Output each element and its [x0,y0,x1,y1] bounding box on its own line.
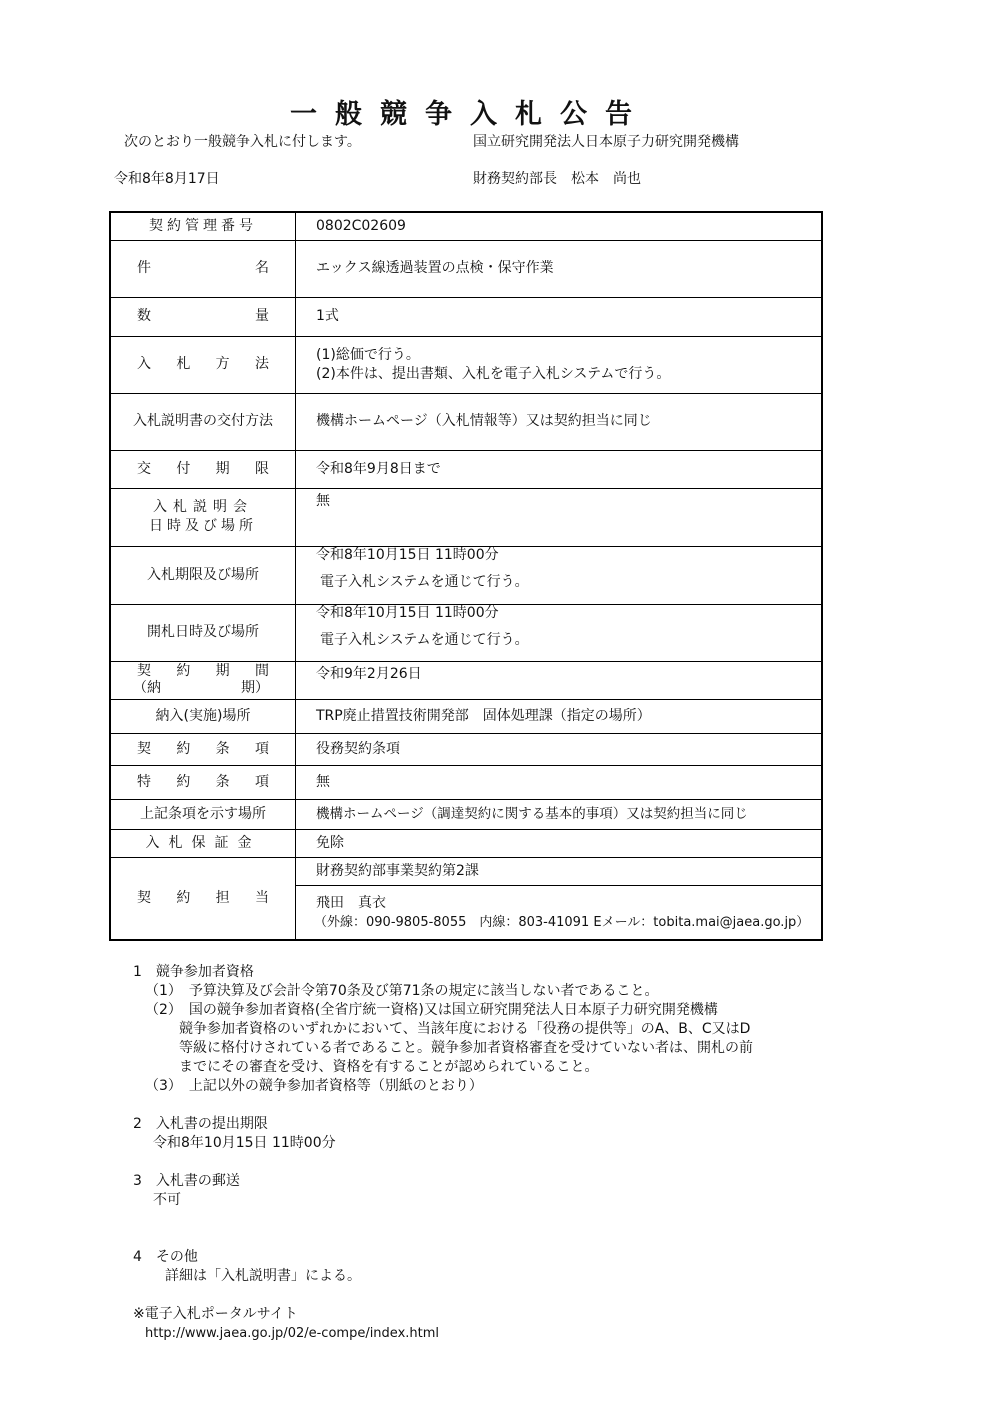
bid-method-line1: (1)総価で行う。 [316,346,420,363]
terms-label: 契 約 条 項 [110,733,296,765]
note-1-item-3: （3） 上記以外の競争参加者資格等（別紙のとおり） [145,1078,483,1094]
note-1-item-2-cont: 競争参加者資格のいずれかにおいて、当該年度における「役務の提供等」のA、B、C又はD [179,1021,751,1037]
contact-phone-email: （外線：090-9805-8055 内線：803-41091 Eメール：tobita.mai@jaea.go.jp） [314,914,810,930]
table-row [110,546,822,604]
table-row [110,857,822,940]
notes-section [133,963,753,1343]
bid-method-line2: (2)本件は、提出書類、入札を電子入札システムで行う。 [316,365,671,382]
intro-text: 次のとおり一般競争入札に付します。 [124,134,361,150]
note-2-body: 令和8年10月15日 11時00分 [153,1135,336,1151]
table-row [110,212,822,240]
note-1-item-2-cont: 等級に格付けされている者であること。競争参加者資格審査を受けていない者は、開札の前 [179,1040,753,1056]
table-row [110,699,822,733]
special-terms-label: 特 約 条 項 [110,765,296,799]
terms-place-label: 上記条項を示す場所 [110,799,296,829]
table-row [110,450,822,488]
deposit-value: 免除 [296,829,823,857]
briefing-label: 入札説明会 日時及び場所 [110,488,296,546]
place-value: TRP廃止措置技術開発部 固体処理課（指定の場所） [296,699,823,733]
table-row [110,336,822,393]
deposit-label: 入札保証金 [110,829,296,857]
note-1-item-2: （2） 国の競争参加者資格(全省庁統一資格)又は国立研究開発法人日本原子力研究開発機構 [145,1002,718,1018]
table-row [110,297,822,336]
quantity-label: 数 量 [110,297,296,336]
bid-deadline-value: 令和8年10月15日 11時00分 電子入札システムを通じて行う。 [296,546,823,604]
table-row [110,799,822,829]
note-1-item-1: （1） 予算決算及び会計令第70条及び第71条の規定に該当しない者であること。 [145,983,659,999]
table-row [110,765,822,799]
portal-url-link[interactable]: http://www.jaea.go.jp/02/e-compe/index.html [145,1326,440,1341]
note-3-body: 不可 [153,1192,181,1208]
bid-method-value [296,336,823,393]
table-row [110,393,822,450]
organization-name: 国立研究開発法人日本原子力研究開発機構 [473,134,739,150]
note-3-title: 3 入札書の郵送 [133,1173,240,1189]
signer-name: 財務契約部長 松本 尚也 [473,171,641,187]
contract-period-label: 契 約 期 間 （納 期） [110,661,296,699]
contract-period-value: 令和9年2月26日 [296,661,823,699]
contact-label: 契 約 担 当 [110,857,296,940]
opening-value: 令和8年10月15日 11時00分 電子入札システムを通じて行う。 [296,604,823,661]
contract-info-table [109,211,823,941]
contract-no-value: 0802C02609 [296,212,823,240]
table-row [110,733,822,765]
contact-value [296,857,823,940]
item-label: 件 名 [110,240,296,297]
delivery-period-value: 令和8年9月8日まで [296,450,823,488]
opening-label: 開札日時及び場所 [110,604,296,661]
note-1-item-2-cont: までにその審査を受け、資格を有することが認められていること。 [179,1059,599,1075]
contact-name: 飛田 真衣 [316,894,386,911]
page-title: 一般競争入札公告 [290,99,650,130]
doc-delivery-value: 機構ホームページ（入札情報等）又は契約担当に同じ [296,393,823,450]
table-row [110,240,822,297]
item-value: エックス線透過装置の点検・保守作業 [296,240,823,297]
contract-no-label: 契約管理番号 [110,212,296,240]
table-row [110,661,822,699]
table-row [110,604,822,661]
table-row [110,488,822,546]
contact-dept: 財務契約部事業契約第2課 [316,862,479,879]
special-terms-value: 無 [296,765,823,799]
note-1-title: 1 競争参加者資格 [133,964,254,980]
note-4-body: 詳細は「入札説明書」による。 [165,1268,361,1284]
bid-method-label: 入 札 方 法 [110,336,296,393]
place-label: 納入(実施)場所 [110,699,296,733]
quantity-value: 1式 [296,297,823,336]
note-2-title: 2 入札書の提出期限 [133,1116,268,1132]
briefing-value: 無 [296,488,823,546]
delivery-period-label: 交 付 期 限 [110,450,296,488]
doc-delivery-label: 入札説明書の交付方法 [110,393,296,450]
terms-place-value: 機構ホームページ（調達契約に関する基本的事項）又は契約担当に同じ [296,799,823,829]
note-4-title: 4 その他 [133,1249,198,1265]
terms-value: 役務契約条項 [296,733,823,765]
contact-person [296,885,821,932]
portal-title: ※電子入札ポータルサイト [133,1306,298,1322]
bid-deadline-label: 入札期限及び場所 [110,546,296,604]
notice-date: 令和8年8月17日 [114,171,220,187]
table-row [110,829,822,857]
